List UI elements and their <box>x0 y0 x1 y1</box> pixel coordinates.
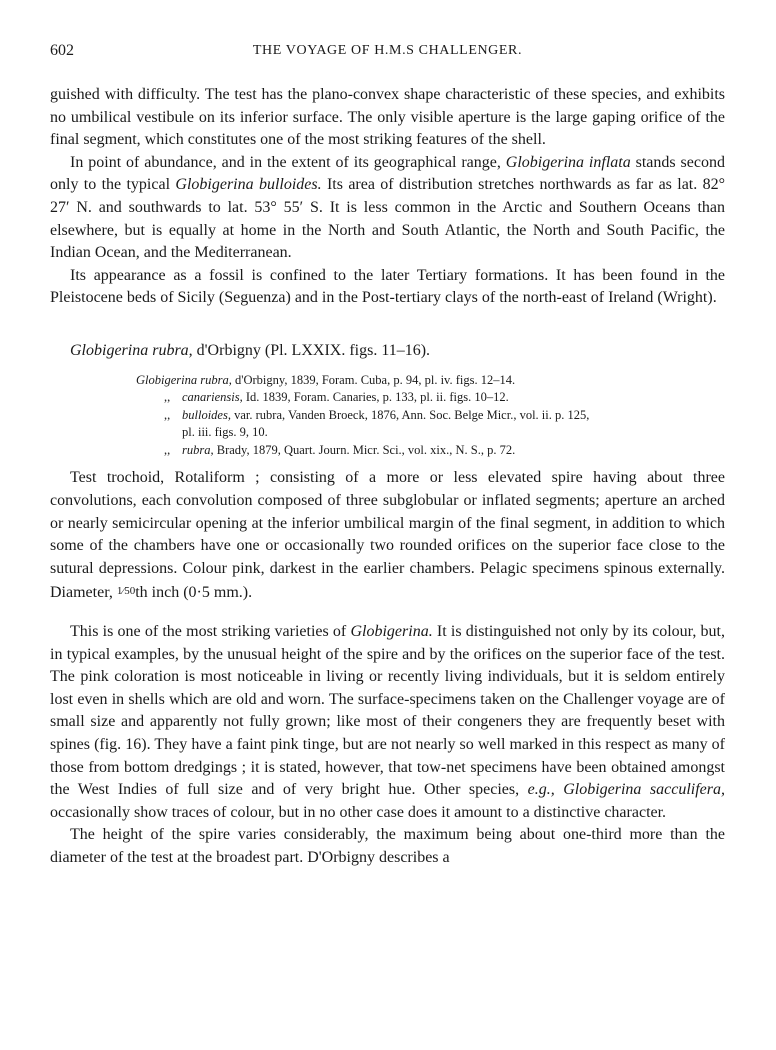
abundance-text-2: stands second only to the typical <box>50 153 725 194</box>
paragraph-abundance <box>50 152 725 265</box>
page-number: 602 <box>50 42 74 59</box>
synonym-reference: Id. 1839, Foram. Canaries, p. 133, pl. ii. figs. 10–12. <box>242 390 509 405</box>
genus-globigerina: Globigerina. <box>350 623 433 640</box>
species-globigerina-inflata: Globigerina inflata <box>505 153 631 171</box>
synonymy-entry <box>136 372 725 390</box>
page-header <box>50 40 725 66</box>
synonymy-entry <box>136 389 725 407</box>
synonymy-list <box>50 372 725 460</box>
paragraph-discussion <box>50 621 725 824</box>
species-globigerina-sacculifera: e.g., Globigerina sacculifera, <box>527 781 725 799</box>
description-text: Test trochoid, Rotaliform ; consisting of a more or less elevated spire having about three convolutions, each convolution composed of three subglobular or inflated segments; aperture an arched or nearly semicircular opening at the inferior umbilical margin of the final segment, in addition to which some of the chambers have one or occasionally two rounded orifices on the superior face close to the sutural depressions. Colour pink, darkest in the earlier chambers. Pelagic specimens spinous externally. Diameter, <box>50 469 725 602</box>
synonym-name: bulloides, <box>182 407 231 422</box>
synonymy-entry <box>136 407 725 425</box>
discussion-text-1: This is one of the most striking varieties of <box>70 623 351 640</box>
abundance-text-3: Its area of distribution stretches northwards as far as lat. 82° 27′ N. and southwards to lat. 53° 55′ S. It is less common in the Arctic and Southern Oceans than elsewhere, but is equally at home in the North and South Atlantic, the North and South Pacific, the Indian Ocean, and the Mediterranean. <box>50 176 725 262</box>
diameter-fraction: 1⁄50 <box>116 585 136 598</box>
synonymy-entry <box>136 442 725 460</box>
paragraph-description <box>50 467 725 605</box>
ditto-mark: ,, <box>164 442 171 457</box>
species-heading-authority: d'Orbigny (Pl. LXXIX. figs. 11–16). <box>192 341 431 359</box>
synonym-reference: Brady, 1879, Quart. Journ. Micr. Sci., vol. xix., N. S., p. 72. <box>213 442 516 457</box>
description-tail: th inch (0·5 mm.). <box>135 584 253 602</box>
discussion-text-3: occasionally show traces of colour, but in no other case does it amount to a distinctive character. <box>50 803 667 821</box>
paragraph-fossil: Its appearance as a fossil is confined to the later Tertiary formations. It has been found in the Pleistocene beds of Sicily (Seguenza) and in the Post-tertiary clays of the north-east of Ireland (Wright). <box>50 266 725 307</box>
paragraph-spire: The height of the spire varies considerably, the maximum being about one-third more than the diameter of the test at the broadest part. D'Orbigny describes a <box>50 826 725 866</box>
synonym-name: canariensis, <box>182 390 243 405</box>
discussion-text-2: It is distinguished not only by its colour, but, in typical examples, by the unusual height of the spire and by the orifices on the superior face of the test. The pink coloration is most noticeable in living or recently living individuals, but it is seldom entirely lost even in shells which are old and worn. The surface-specimens taken on the Challenger voyage are of small size and apparently not fully grown; like most of their congeners they are frequently beset with spines (fig. 16). They have a faint pink tinge, but are not nearly so well marked in this respect as many of those from bottom dredgings ; it is stated, however, that tow-net specimens have been obtained amongst the West Indies of full size and of very bright hue. Other species, <box>50 623 726 799</box>
species-globigerina-bulloides: Globigerina bulloides. <box>175 176 322 194</box>
page <box>50 40 725 870</box>
synonym-name: Globigerina rubra, <box>136 372 232 387</box>
synonym-reference: d'Orbigny, 1839, Foram. Cuba, p. 94, pl. iv. figs. 12–14. <box>231 372 516 387</box>
ditto-mark: ,, <box>164 407 171 422</box>
synonym-reference: var. rubra, Vanden Broeck, 1876, Ann. Soc. Belge Micr., vol. ii. p. 125, <box>230 407 590 422</box>
synonymy-entry-continuation: pl. iii. figs. 9, 10. <box>182 425 268 440</box>
ditto-mark: ,, <box>164 390 171 405</box>
synonym-name: rubra, <box>182 442 214 457</box>
species-heading <box>50 340 725 362</box>
paragraph-continuation: guished with difficulty. The test has the plano-convex shape characteristic of these species, and exhibits no umbilical vestibule on its inferior surface. The only visible aperture is the large gaping orifice of the final segment, which constitutes one of the most striking features of the shell. <box>50 86 725 149</box>
running-title: THE VOYAGE OF H.M.S CHALLENGER. <box>252 43 523 58</box>
species-heading-name: Globigerina rubra, <box>70 341 193 359</box>
abundance-text-1: In point of abundance, and in the extent of its geographical range, <box>70 153 506 171</box>
